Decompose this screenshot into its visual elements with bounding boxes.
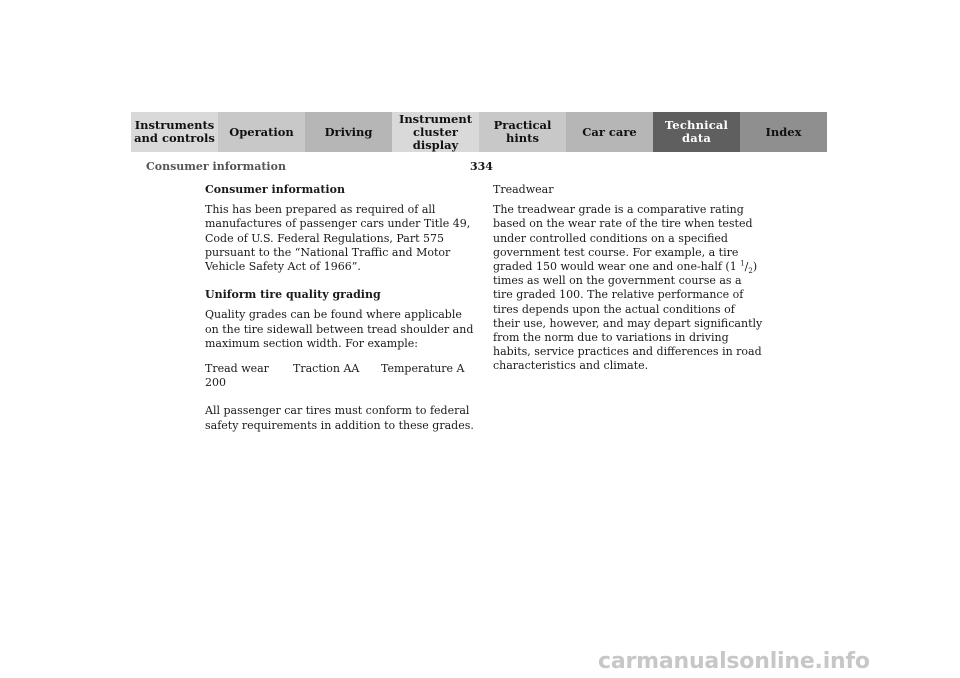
tab-index[interactable] — [740, 112, 827, 152]
tab-car-care[interactable] — [566, 112, 653, 152]
running-title: Consumer information — [146, 160, 286, 173]
treadwear-heading: Treadwear — [493, 183, 554, 196]
tab-operation[interactable] — [218, 112, 305, 152]
section-heading: Consumer information — [205, 183, 345, 196]
grade-traction: Traction AA — [293, 362, 360, 376]
tab-label: Instruments and controls — [134, 118, 215, 145]
subsection-heading: Uniform tire quality grading — [205, 288, 381, 302]
tab-label: Index — [765, 124, 802, 139]
closing-paragraph: All passenger car tires must conform to federal safety requirements in addition to these grades. — [205, 404, 474, 432]
tab-label: Operation — [229, 124, 294, 139]
left-column — [205, 183, 475, 444]
tab-technical-data[interactable] — [653, 112, 740, 152]
tab-label: Technical data — [664, 118, 729, 145]
tab-label: Instrument cluster display — [398, 111, 473, 152]
tab-label: Practical hints — [493, 118, 552, 145]
tab-label: Car care — [582, 124, 637, 139]
tab-practical-hints[interactable] — [479, 112, 566, 152]
tab-instruments-and-controls[interactable] — [131, 112, 218, 152]
grade-temperature: Temperature A — [381, 362, 465, 376]
grading-paragraph: Quality grades can be found where applicable on the tire sidewall between tread shoulder and maximum section width. For example: — [205, 308, 474, 350]
treadwear-paragraph: The treadwear grade is a comparative rating based on the wear rate of the tire when tested under controlled conditions on a specified government test course. For example, a tire graded 150 would wear one and one-half (1 $^1/_2$) times as well on the government course as a tire graded 100. The relative performance of tires depends upon the actual conditions of their use, however, and may depart significantly from the norm due to variations in driving habits, service practices and differences in road characteristics and climate. — [493, 203, 763, 373]
tab-label: Driving — [324, 124, 373, 139]
grade-treadwear: Tread wear 200 — [205, 362, 269, 390]
tab-driving[interactable] — [305, 112, 392, 152]
right-column — [493, 183, 763, 385]
intro-paragraph: This has been prepared as required of all manufactures of passenger cars under Title 49, Code of U.S. Federal Regulations, Part 575 pursuant to the “National Traffic and Motor Vehicle Safety Act of 1966”. — [205, 203, 471, 274]
chapter-tabs — [131, 112, 827, 152]
watermark-logo: carmanualsonline.info — [598, 649, 870, 674]
grade-example — [205, 362, 475, 390]
tab-instrument-cluster-display[interactable] — [392, 112, 479, 152]
fraction: $^1/_2$ — [740, 259, 753, 276]
page-number: 334 — [470, 160, 493, 173]
